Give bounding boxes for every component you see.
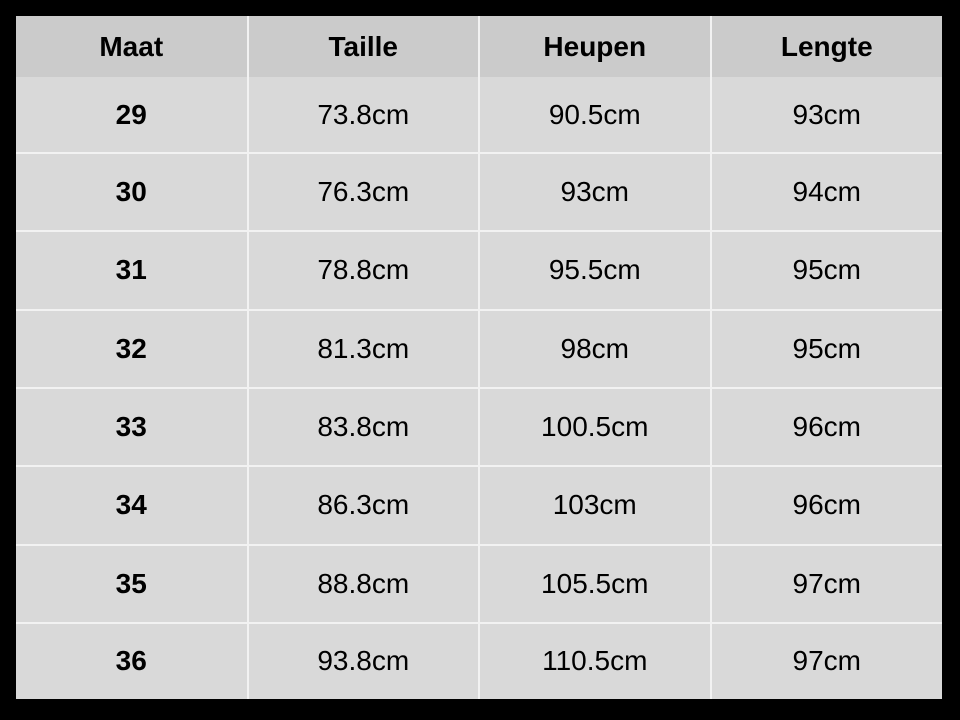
cell-lengte: 95cm: [711, 231, 943, 309]
cell-heupen: 95.5cm: [479, 231, 711, 309]
cell-lengte: 96cm: [711, 388, 943, 466]
cell-taille: 88.8cm: [248, 545, 480, 623]
cell-maat: 36: [16, 623, 248, 699]
size-table-body: [16, 77, 942, 699]
cell-maat: 31: [16, 231, 248, 309]
cell-taille: 73.8cm: [248, 77, 480, 153]
cell-heupen: 90.5cm: [479, 77, 711, 153]
cell-maat: 32: [16, 310, 248, 388]
column-header-heupen: Heupen: [479, 16, 711, 77]
table-row: [16, 231, 942, 309]
cell-maat: 33: [16, 388, 248, 466]
cell-heupen: 93cm: [479, 153, 711, 231]
cell-maat: 34: [16, 466, 248, 544]
cell-taille: 78.8cm: [248, 231, 480, 309]
cell-taille: 86.3cm: [248, 466, 480, 544]
column-header-taille: Taille: [248, 16, 480, 77]
cell-taille: 83.8cm: [248, 388, 480, 466]
cell-heupen: 100.5cm: [479, 388, 711, 466]
cell-lengte: 94cm: [711, 153, 943, 231]
table-row: [16, 623, 942, 699]
size-table-header: [16, 16, 942, 77]
cell-heupen: 105.5cm: [479, 545, 711, 623]
table-row: [16, 545, 942, 623]
column-header-maat: Maat: [16, 16, 248, 77]
table-row: [16, 153, 942, 231]
cell-heupen: 103cm: [479, 466, 711, 544]
table-row: [16, 310, 942, 388]
header-row: [16, 16, 942, 77]
cell-lengte: 95cm: [711, 310, 943, 388]
cell-lengte: 97cm: [711, 623, 943, 699]
cell-taille: 76.3cm: [248, 153, 480, 231]
cell-maat: 30: [16, 153, 248, 231]
cell-taille: 81.3cm: [248, 310, 480, 388]
table-row: [16, 388, 942, 466]
cell-lengte: 96cm: [711, 466, 943, 544]
column-header-lengte: Lengte: [711, 16, 943, 77]
cell-lengte: 93cm: [711, 77, 943, 153]
size-table: [16, 16, 942, 699]
table-row: [16, 77, 942, 153]
cell-maat: 29: [16, 77, 248, 153]
cell-heupen: 98cm: [479, 310, 711, 388]
cell-heupen: 110.5cm: [479, 623, 711, 699]
cell-lengte: 97cm: [711, 545, 943, 623]
table-row: [16, 466, 942, 544]
cell-maat: 35: [16, 545, 248, 623]
cell-taille: 93.8cm: [248, 623, 480, 699]
